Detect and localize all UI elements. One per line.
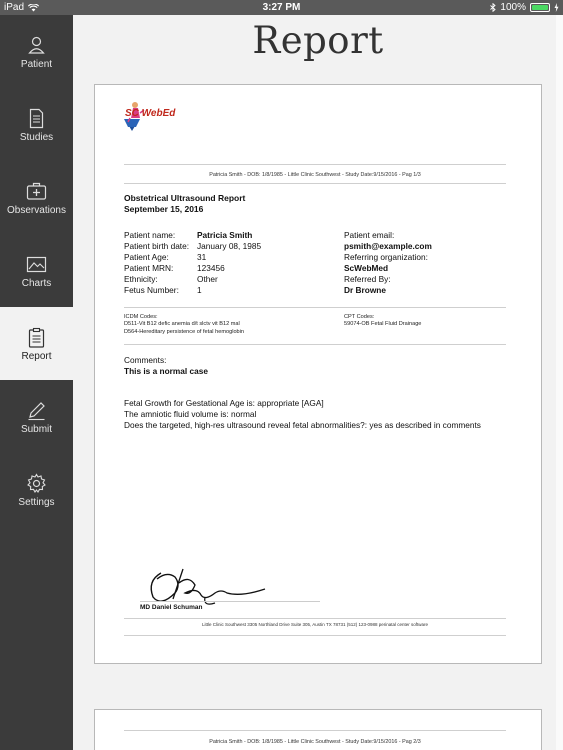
divider [124, 344, 506, 345]
footer-address: Little Clinic Southwest 3305 Northland Drive Suite 305, Austin TX 78731 (512) 123-0988 perinatal center software [201, 622, 429, 627]
sidebar-item-settings[interactable] [0, 453, 73, 526]
charging-icon [554, 3, 559, 12]
scroll-rail[interactable] [556, 15, 563, 750]
bluetooth-icon [490, 3, 496, 12]
page-title: Report [252, 19, 384, 62]
referred-by-label: Referred By: [344, 274, 391, 284]
report-header-line: Patricia Smith - DOB: 1/8/1985 - Little Clinic Southwest - Study Date:9/15/2016 - Pag 1/3 [209, 172, 421, 178]
comments-label: Comments: [124, 355, 167, 365]
email-label: Patient email: [344, 230, 395, 240]
sidebar-item-studies[interactable] [0, 88, 73, 161]
field-value: 1 [197, 285, 202, 295]
field-row [124, 285, 261, 296]
logo-text: SC WebEd [125, 108, 176, 119]
report-heading [124, 193, 245, 215]
clipboard-icon [26, 327, 47, 348]
sidebar-item-label: Report [21, 351, 52, 362]
chart-image-icon [26, 254, 47, 275]
battery-icon [530, 3, 550, 12]
sidebar-item-label: Settings [18, 497, 55, 508]
sidebar-item-charts[interactable] [0, 234, 73, 307]
referring-org-value: ScWebMed [344, 263, 389, 273]
sidebar-item-patient[interactable] [0, 15, 73, 88]
icdm-label: ICDM Codes: [124, 314, 158, 320]
sidebar-item-label: Observations [7, 205, 66, 216]
report-title: Obstetrical Ultrasound Report [124, 193, 246, 203]
divider [124, 730, 506, 731]
person-icon [26, 35, 47, 56]
battery-percent: 100% [500, 2, 526, 13]
report-date: September 15, 2016 [124, 204, 204, 214]
icdm-code: D564-Hereditary persistence of fetal hemoglobin [124, 328, 245, 335]
medical-kit-icon [26, 181, 47, 202]
cpt-codes [344, 314, 421, 329]
document-icon [26, 108, 47, 129]
clock: 3:27 PM [262, 2, 301, 13]
field-value: Other [197, 274, 218, 284]
field-label: Fetus Number: [124, 285, 179, 295]
gear-icon [26, 473, 47, 494]
sidebar-item-label: Submit [20, 424, 53, 435]
icdm-code: D511-Vit B12 defic anemia d/t slctv vit B12 mal [124, 321, 240, 328]
sidebar-item-observations[interactable] [0, 161, 73, 234]
comments-section [124, 355, 208, 377]
sidebar-item-label: Charts [21, 278, 52, 289]
field-value: 31 [197, 252, 207, 262]
field-value: 123456 [197, 263, 225, 273]
field-row [124, 230, 261, 241]
divider [124, 307, 506, 308]
sidebar-item-label: Patient [20, 59, 53, 70]
field-label: Patient Age: [124, 252, 169, 262]
field-value: Patricia Smith [197, 230, 253, 240]
report-header-line: Patricia Smith - DOB: 1/8/1985 - Little Clinic Southwest - Study Date:9/15/2016 - Pag 2/3 [209, 739, 421, 745]
field-row [124, 263, 261, 274]
sidebar [0, 15, 73, 750]
main-content [73, 15, 563, 750]
finding-line: Fetal Growth for Gestational Age is: appropriate [AGA] [124, 398, 324, 408]
finding-line: Does the targeted, high-res ultrasound reveal fetal abnormalities?: yes as described in comments [124, 420, 481, 430]
cpt-code: 59074-OB Fetal Fluid Drainage [344, 321, 422, 328]
field-label: Patient birth date: [124, 241, 190, 251]
field-value: January 08, 1985 [197, 241, 262, 251]
divider [124, 183, 506, 184]
report-page-2[interactable] [94, 709, 542, 750]
field-label: Patient MRN: [124, 263, 174, 273]
status-bar [0, 0, 563, 15]
sidebar-item-label: Studies [19, 132, 54, 143]
field-row [124, 241, 261, 252]
field-label: Patient name: [124, 230, 176, 240]
sidebar-item-report[interactable] [0, 307, 73, 380]
divider [124, 618, 506, 619]
referral-fields [344, 230, 432, 296]
referring-org-label: Referring organization: [344, 252, 428, 262]
findings-section [124, 398, 481, 431]
divider [124, 635, 506, 636]
comments-value: This is a normal case [124, 366, 208, 376]
sc-webed-logo [122, 99, 202, 139]
pen-icon [26, 400, 47, 421]
carrier-label: iPad [4, 2, 25, 13]
patient-fields [124, 230, 261, 296]
signature-line [140, 601, 320, 602]
cpt-label: CPT Codes: [344, 314, 375, 320]
sidebar-item-submit[interactable] [0, 380, 73, 453]
finding-line: The amniotic fluid volume is: normal [124, 409, 257, 419]
signature-name: MD Daniel Schuman [140, 604, 203, 611]
referred-by-value: Dr Browne [344, 285, 386, 295]
email-value: psmith@example.com [344, 241, 432, 251]
report-page-1[interactable] [94, 84, 542, 664]
field-label: Ethnicity: [124, 274, 158, 284]
field-row [124, 252, 261, 263]
icdm-codes [124, 314, 244, 336]
divider [124, 164, 506, 165]
field-row [124, 274, 261, 285]
